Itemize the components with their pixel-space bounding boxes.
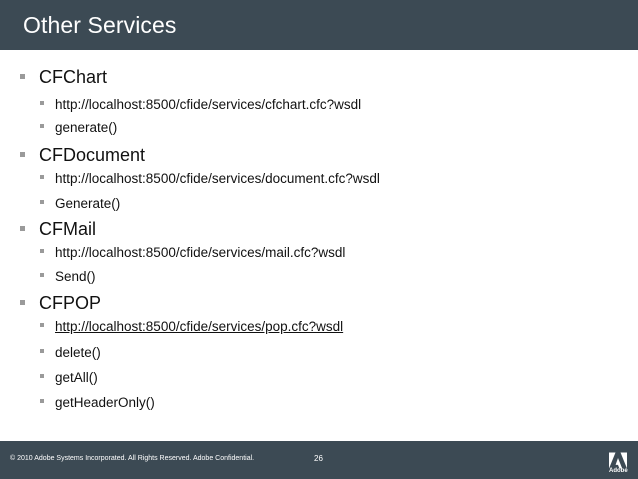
bullet-icon — [40, 124, 44, 128]
bullet-icon — [40, 273, 44, 277]
bullet-icon — [40, 200, 44, 204]
sub-list-item — [40, 395, 155, 410]
slide-footer — [0, 441, 638, 479]
sub-list-item — [40, 345, 101, 360]
list-item — [20, 145, 145, 166]
bullet-icon — [40, 101, 44, 105]
bullet-icon — [40, 175, 44, 179]
sub-list-item-label: getAll() — [55, 370, 98, 385]
page-number: 26 — [314, 454, 323, 463]
bullet-icon — [40, 323, 44, 327]
sub-list-item-label: Generate() — [55, 196, 121, 211]
bullet-icon — [40, 249, 44, 253]
bullet-icon — [40, 349, 44, 353]
adobe-logo-text: Adobe — [609, 468, 628, 474]
bullet-icon — [20, 300, 25, 305]
list-item-label: CFChart — [39, 67, 108, 87]
sub-list-item — [40, 319, 343, 334]
sub-list-item — [40, 120, 117, 135]
bullet-icon — [40, 374, 44, 378]
slide-title: Other Services — [23, 12, 177, 38]
bullet-icon — [20, 152, 25, 157]
list-item — [20, 67, 107, 88]
slide-header — [0, 0, 638, 50]
list-item-label: CFDocument — [39, 145, 146, 165]
sub-list-item — [40, 370, 98, 385]
sub-list-item-label: Send() — [55, 269, 96, 284]
list-item — [20, 293, 101, 314]
sub-list-item-label: http://localhost:8500/cfide/services/document.cfc?wsdl — [55, 171, 380, 186]
list-item-label: CFPOP — [39, 293, 102, 313]
sub-list-item-label: getHeaderOnly() — [55, 395, 155, 410]
bullet-icon — [20, 226, 25, 231]
bullet-icon — [20, 74, 25, 79]
sub-list-item — [40, 269, 96, 284]
sub-list-item-label: delete() — [55, 345, 101, 360]
bullet-icon — [40, 399, 44, 403]
sub-list-item — [40, 171, 380, 186]
list-item-label: CFMail — [39, 219, 96, 239]
sub-list-item — [40, 245, 345, 260]
sub-list-item-label: http://localhost:8500/cfide/services/mail.cfc?wsdl — [55, 245, 346, 260]
wsdl-link[interactable]: http://localhost:8500/cfide/services/pop.cfc?wsdl — [55, 319, 344, 334]
list-item — [20, 219, 96, 240]
sub-list-item-label: http://localhost:8500/cfide/services/cfchart.cfc?wsdl — [55, 97, 362, 112]
copyright-text: © 2010 Adobe Systems Incorporated. All Rights Reserved. Adobe Confidential. — [10, 455, 255, 462]
sub-list-item — [40, 196, 120, 211]
sub-list-item-label: generate() — [55, 120, 118, 135]
sub-list-item — [40, 97, 361, 112]
